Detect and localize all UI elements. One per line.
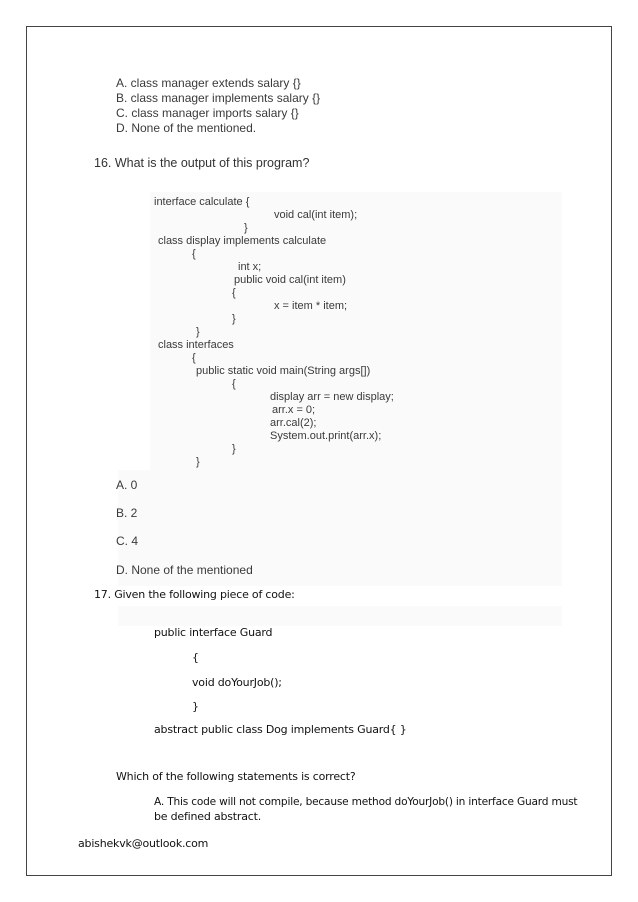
answer-option-continued: be defined abstract. — [154, 810, 262, 823]
code-line: interface calculate { — [154, 196, 250, 208]
option-line: B. class manager implements salary {} — [116, 91, 321, 105]
option-line: D. None of the mentioned. — [116, 121, 257, 135]
answer-option: A. This code will not compile, because method doYourJob() in interface Guard must — [154, 796, 578, 808]
code-line: abstract public class Dog implements Guard{ } — [154, 723, 407, 736]
code-line: } — [232, 443, 236, 455]
code-line: arr.cal(2); — [270, 417, 317, 429]
code-line: { — [192, 248, 196, 260]
code-block-background — [118, 606, 562, 626]
code-line: } — [192, 700, 199, 713]
code-line: void cal(int item); — [274, 209, 358, 221]
answer-option: D. None of the mentioned — [116, 563, 253, 577]
option-line: A. class manager extends salary {} — [116, 76, 301, 90]
code-line: class interfaces — [158, 339, 234, 351]
code-line: class display implements calculate — [158, 235, 327, 247]
question-17: 17. Given the following piece of code: — [94, 588, 295, 601]
answer-option: A. 0 — [116, 478, 138, 492]
code-line: public static void main(String args[]) — [196, 365, 371, 377]
code-line: int x; — [238, 261, 262, 273]
code-line: { — [192, 651, 199, 664]
code-line: x = item * item; — [274, 300, 348, 312]
code-line: display arr = new display; — [270, 391, 394, 403]
question-16: 16. What is the output of this program? — [94, 156, 310, 170]
code-line: void doYourJob(); — [192, 676, 282, 689]
code-line: public void cal(int item) — [234, 274, 346, 286]
code-line: arr.x = 0; — [272, 404, 316, 416]
code-line: { — [232, 287, 236, 299]
question-prompt: Which of the following statements is correct? — [116, 770, 356, 783]
code-line: } — [232, 313, 236, 325]
option-line: C. class manager imports salary {} — [116, 106, 299, 120]
footer-email: abishekvk@outlook.com — [78, 837, 209, 850]
code-line: { — [232, 378, 236, 390]
code-line: } — [196, 456, 200, 468]
code-line: public interface Guard — [154, 626, 273, 639]
answer-option: C. 4 — [116, 534, 139, 548]
code-line: } — [196, 326, 200, 338]
answer-option: B. 2 — [116, 506, 138, 520]
code-line: } — [244, 222, 248, 234]
code-line: System.out.print(arr.x); — [270, 430, 382, 442]
code-line: { — [192, 352, 196, 364]
